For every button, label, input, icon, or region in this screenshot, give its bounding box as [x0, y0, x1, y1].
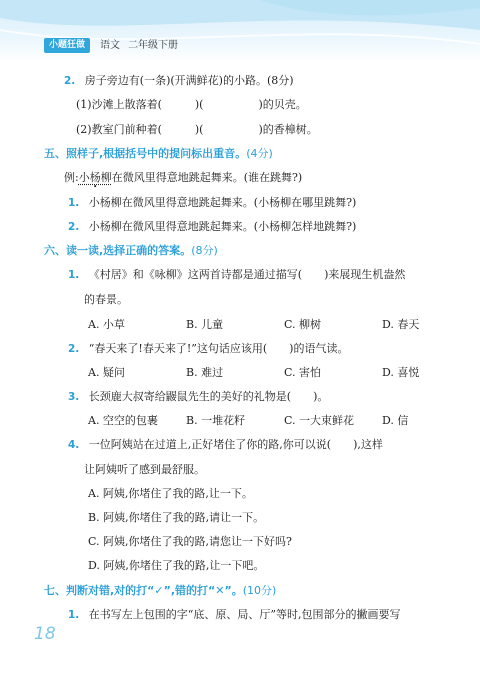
question-text: 一位阿姨站在过道上,正好堵住了你的路,你可以说( ),这样	[88, 438, 383, 451]
option-b[interactable]: B. 一堆花籽	[186, 414, 246, 427]
section-5-example	[64, 170, 302, 186]
subquestion-2: (2)教室门前种着( )( )的香樟树。	[76, 123, 318, 136]
section-5-title	[44, 146, 273, 162]
section-6-q1-line1	[68, 267, 405, 283]
section-score: (4分)	[246, 147, 273, 160]
section-6-q2	[68, 341, 348, 357]
question-text: 长颈鹿大叔寄给鼹鼠先生的美好的礼物是( )。	[88, 390, 329, 403]
subject-label: 语文	[100, 40, 120, 51]
question-2-line	[64, 73, 294, 89]
option-b[interactable]: B. 儿童	[186, 318, 224, 331]
item-text: 小杨柳在微风里得意地跳起舞来。(小杨柳怎样地跳舞?)	[88, 220, 357, 233]
option-b[interactable]: B. 阿姨,你堵住了我的路,请让一下。	[88, 511, 265, 524]
example-text: 在微风里得意地跳起舞来。(谁在跳舞?)	[111, 171, 303, 184]
question-text: 在书写左上包围的字“底、原、局、厅”等时,包围部分的撇画要写	[88, 608, 401, 621]
stressed-words: 小杨柳	[78, 171, 112, 184]
question-number: 1.	[68, 609, 80, 621]
question-number: 3.	[68, 391, 80, 403]
item-number: 1.	[68, 197, 80, 209]
option-d[interactable]: D. 春天	[382, 318, 420, 331]
option-d[interactable]: D. 喜悦	[382, 366, 420, 379]
option-d[interactable]: D. 信	[382, 414, 409, 427]
option-a[interactable]: A. 小草	[88, 318, 125, 331]
page-number: 18	[34, 624, 56, 644]
question-number: 1.	[68, 269, 80, 281]
question-number: 2.	[68, 343, 80, 355]
question-number: 4.	[68, 439, 80, 451]
question-number: 2.	[64, 75, 76, 87]
option-c[interactable]: C. 阿姨,你堵住了我的路,请您让一下好吗?	[88, 535, 292, 548]
option-c[interactable]: C. 柳树	[284, 318, 322, 331]
grade-label: 二年级下册	[128, 40, 178, 51]
series-badge: 小题狂做	[44, 38, 90, 53]
option-c[interactable]: C. 一大束鲜花	[284, 414, 355, 427]
section-6-q3	[68, 389, 328, 405]
section-7-title	[44, 583, 276, 599]
question-text: “春天来了!春天来了!”这句话应该用( )的语气读。	[88, 342, 349, 355]
question-text: 房子旁边有(一条)(开满鲜花)的小路。(8分)	[84, 74, 294, 87]
section-5-item-2	[68, 219, 356, 235]
section-6-q4-line1	[68, 437, 383, 453]
section-6-title	[44, 243, 218, 259]
section-6-q4-line2: 让阿姨听了感到最舒服。	[84, 463, 205, 476]
section-title-text: 七、判断对错,对的打“✓”,错的打“✕”。	[44, 584, 243, 597]
option-b[interactable]: B. 难过	[186, 366, 224, 379]
item-number: 2.	[68, 221, 80, 233]
option-a[interactable]: A. 阿姨,你堵住了我的路,让一下。	[88, 487, 253, 500]
section-title-text: 六、读一读,选择正确的答案。	[44, 244, 192, 257]
section-5-item-1	[68, 195, 356, 211]
option-c[interactable]: C. 害怕	[284, 366, 322, 379]
section-score: (8分)	[191, 244, 218, 257]
example-prefix: 例:	[64, 171, 79, 184]
option-d[interactable]: D. 阿姨,你堵住了我的路,让一下吧。	[88, 559, 265, 572]
section-7-q1	[68, 607, 401, 623]
section-6-q1-line2: 的春景。	[84, 293, 128, 306]
section-score: (10分)	[242, 584, 277, 597]
item-text: 小杨柳在微风里得意地跳起舞来。(小杨柳在哪里跳舞?)	[88, 196, 357, 209]
option-a[interactable]: A. 空空的包裹	[88, 414, 158, 427]
section-title-text: 五、照样子,根据括号中的提问标出重音。	[44, 147, 247, 160]
question-text: 《村居》和《咏柳》这两首诗都是通过描写( )来展现生机盎然	[88, 268, 406, 281]
subquestion-1: (1)沙滩上散落着( )( )的贝壳。	[76, 98, 307, 111]
option-a[interactable]: A. 疑问	[88, 366, 125, 379]
page-header	[0, 0, 480, 62]
